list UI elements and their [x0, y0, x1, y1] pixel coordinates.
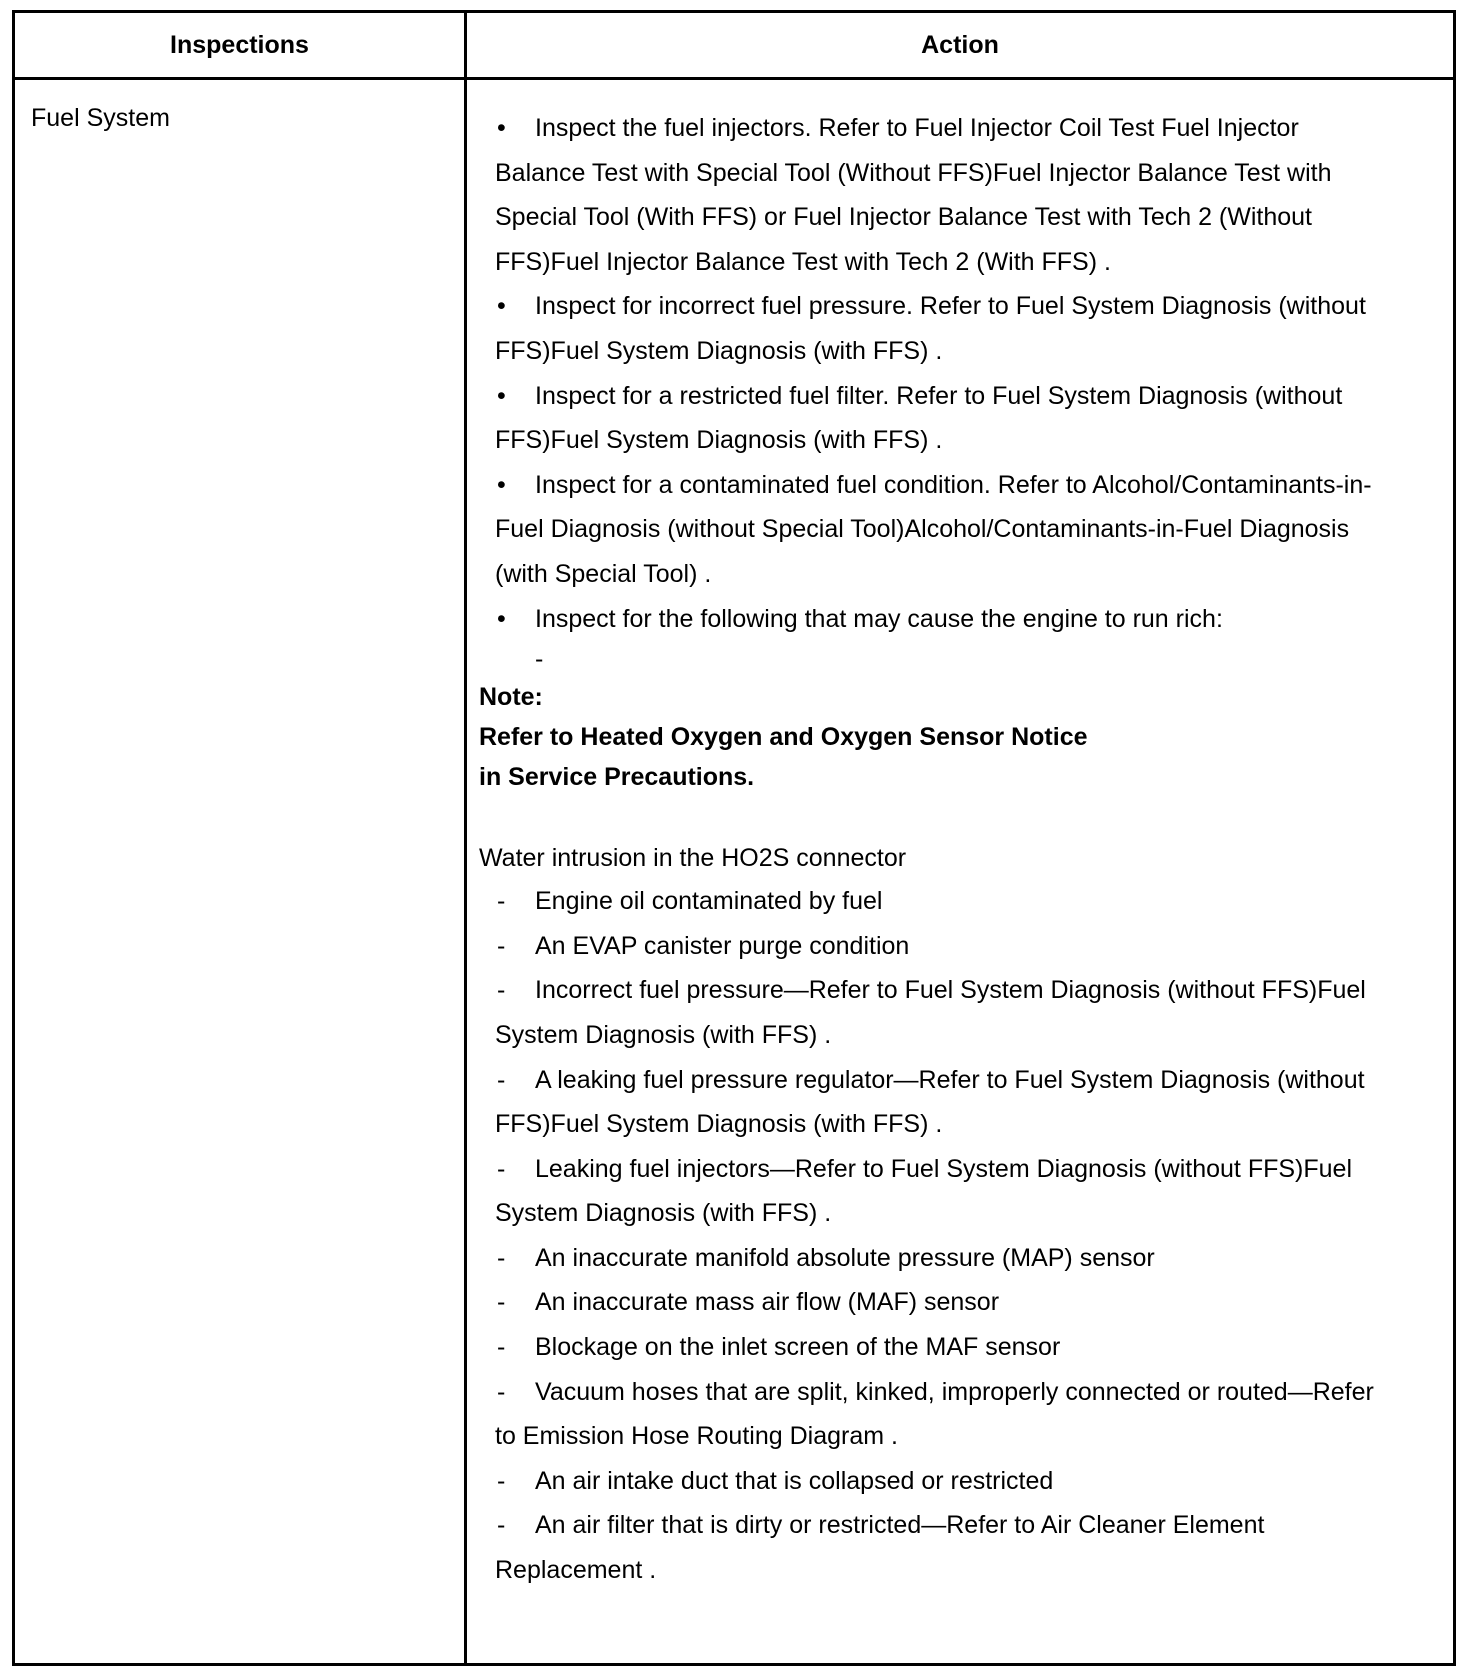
dash-text: Incorrect fuel pressure—Refer to Fuel System Diagnosis (without FFS)Fuel System Diagnosis (with FFS) .: [495, 976, 1366, 1049]
plain-item: Water intrusion in the HO2S connector: [479, 844, 907, 873]
bullet-icon: •: [497, 470, 506, 499]
header-inspections: Inspections: [170, 31, 309, 59]
dash-icon: -: [497, 887, 506, 916]
inspection-cell: Fuel System: [31, 104, 170, 132]
dash-icon: -: [497, 1288, 506, 1317]
dash-icon: -: [497, 1377, 506, 1406]
dash-text: Leaking fuel injectors—Refer to Fuel System Diagnosis (without FFS)Fuel System Diagnosis (with FFS) .: [495, 1154, 1352, 1228]
dash-text: A leaking fuel pressure regulator—Refer to Fuel System Diagnosis (without FFS)Fuel System Diagnosis (with FFS) .: [495, 1065, 1365, 1139]
dash-text: Blockage on the inlet screen of the MAF sensor: [535, 1333, 1061, 1362]
dash-text: Vacuum hoses that are split, kinked, improperly connected or routed—Refer to Emission Hose Routing Diagram .: [495, 1377, 1374, 1451]
dash-text: An inaccurate manifold absolute pressure (MAP) sensor: [535, 1243, 1155, 1272]
bullet-icon: •: [497, 604, 506, 633]
dash-icon: -: [497, 1243, 506, 1272]
header-divider: [15, 77, 1453, 80]
dash-icon: -: [497, 931, 506, 960]
dash-icon: -: [497, 976, 506, 1005]
dash-item: [479, 924, 1379, 969]
dash-item: [479, 968, 1379, 1057]
bullet-text: Inspect the fuel injectors. Refer to Fuel Injector Coil Test Fuel Injector Balance Test with Special Tool (Without FFS)Fuel Injector Balance Test with Special Tool (With FFS) or Fuel Injector Balance Test with Tech 2 (Without FFS)Fuel Injector Balance Test with Tech 2 (With FFS) .: [495, 114, 1332, 276]
column-divider: [464, 13, 467, 1663]
action-cell: [479, 106, 1379, 1593]
dash-text: An EVAP canister purge condition: [535, 931, 910, 960]
dash-item: [479, 1147, 1379, 1236]
bullet-item: [479, 597, 1379, 642]
bullet-item: [479, 284, 1379, 373]
dash-text: An inaccurate mass air flow (MAF) sensor: [535, 1288, 1000, 1317]
bullet-item: [479, 106, 1379, 284]
header-action: Action: [921, 31, 999, 59]
note-line-2: in Service Precautions.: [479, 763, 755, 792]
dash-item: [479, 879, 1379, 924]
note-line-1: Refer to Heated Oxygen and Oxygen Sensor Notice: [479, 723, 1088, 752]
bullet-text: Inspect for a contaminated fuel condition. Refer to Alcohol/Contaminants-in-Fuel Diagnosis (without Special Tool)Alcohol/Contaminants-in-Fuel Diagnosis (with Special Tool) .: [495, 470, 1372, 588]
dash-icon: -: [497, 1511, 506, 1540]
note-label: Note:: [479, 683, 543, 712]
dash-icon: -: [497, 1466, 506, 1495]
bullet-icon: •: [497, 292, 506, 321]
bullet-text: Inspect for a restricted fuel filter. Refer to Fuel System Diagnosis (without FFS)Fuel System Diagnosis (with FFS) .: [495, 381, 1343, 455]
inspection-table: [12, 10, 1456, 1666]
bullet-item: [479, 463, 1379, 597]
bullet-icon: •: [497, 381, 506, 410]
bullet-item: [479, 374, 1379, 463]
bullet-text: Inspect for incorrect fuel pressure. Refer to Fuel System Diagnosis (without FFS)Fuel System Diagnosis (with FFS) .: [495, 292, 1366, 365]
dash-icon: -: [497, 1333, 506, 1362]
spacer: [479, 797, 1379, 837]
dash-text: An air filter that is dirty or restricted—Refer to Air Cleaner Element Replacement .: [495, 1511, 1265, 1585]
dash-item: [479, 1236, 1379, 1281]
bullet-icon: •: [497, 114, 506, 142]
dash-icon: -: [497, 1065, 506, 1094]
dash-item: [479, 1280, 1379, 1325]
dash-item: [479, 1459, 1379, 1504]
dash-text: Engine oil contaminated by fuel: [535, 887, 883, 916]
dash-text: An air intake duct that is collapsed or restricted: [535, 1466, 1054, 1495]
dash-icon: -: [497, 1154, 506, 1183]
bullet-text: Inspect for the following that may cause the engine to run rich:: [535, 604, 1223, 633]
dash-item: [479, 1325, 1379, 1370]
dash-item: [479, 1370, 1379, 1459]
empty-dash-item: -: [535, 645, 544, 674]
dash-item: [479, 1058, 1379, 1147]
dash-item: [479, 1503, 1379, 1592]
